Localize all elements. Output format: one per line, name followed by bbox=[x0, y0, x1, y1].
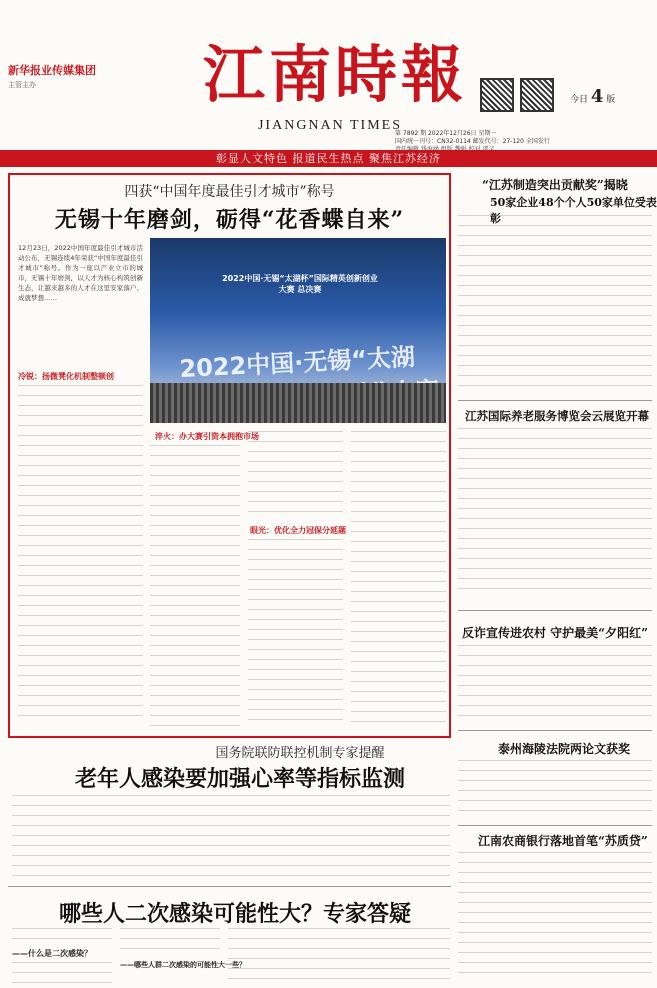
right-b1-body bbox=[458, 760, 652, 820]
slogan-bar: 彰显人文特色 报道民生热点 聚焦江苏经济 bbox=[0, 150, 657, 167]
right-mid-body bbox=[458, 428, 652, 598]
section2-body bbox=[12, 795, 450, 880]
issue-info bbox=[570, 86, 615, 107]
section3-headline[interactable]: 哪些人二次感染可能性大？专家答疑 bbox=[58, 901, 411, 927]
lead-subhead-1: 冷锐：扬微凳化机制整顿创 bbox=[18, 372, 114, 381]
section3-body-a bbox=[12, 928, 112, 943]
issue-pages: 4 bbox=[590, 86, 604, 107]
divider bbox=[8, 886, 451, 887]
newspaper-title: 江南時報 bbox=[202, 38, 467, 111]
lead-story bbox=[8, 173, 451, 738]
qr-code-icon bbox=[520, 78, 554, 112]
divider bbox=[458, 825, 652, 826]
right-top-body bbox=[458, 215, 652, 395]
divider bbox=[458, 400, 652, 401]
publisher-name: 新华报业传媒集团 bbox=[8, 64, 96, 77]
photo-stage-text: 2022中国·无锡“太湖杯”国际精英创新创业大赛 总决赛 bbox=[222, 274, 378, 294]
lead-body-col1 bbox=[18, 385, 143, 725]
divider bbox=[458, 610, 652, 611]
right-mid-headline[interactable]: 江苏国际养老服务博览会云展览开幕 bbox=[465, 409, 649, 423]
lead-subhead-2: 淬火：办大赛引资本拥抱市场 bbox=[155, 432, 259, 441]
meta-registration: 国内统一刊号：CN32-0114 邮发代号：27-120 全国发行 bbox=[395, 138, 550, 145]
issue-label: 今日 bbox=[570, 95, 589, 105]
lead-intro: 12月23日，2022中国年度最佳引才城市活动公布，无锡连续4年荣获“中国年度最佳引才城市”称号。作为一座以产业立市的城市，无锡十年磨剑，以人才为核心构筑创新生态，让越来越多的人才在这里安家落户、成就梦想…… bbox=[18, 244, 143, 302]
divider bbox=[458, 730, 652, 731]
section2-headline[interactable]: 老年人感染要加强心率等指标监测 bbox=[74, 766, 405, 792]
lead-body-col3b bbox=[248, 539, 343, 729]
right-low-body bbox=[458, 645, 652, 725]
publisher-sub: 主管主办 bbox=[8, 81, 36, 89]
lead-body-col4 bbox=[351, 431, 446, 729]
lead-body-col2 bbox=[150, 445, 240, 730]
publisher-logo bbox=[8, 62, 128, 122]
lead-headline[interactable]: 无锡十年磨剑，砺得“花香蝶自来” bbox=[54, 207, 405, 233]
right-top-kicker: “江苏制造突出贡献奖”揭晓 bbox=[482, 178, 628, 192]
lead-photo bbox=[150, 238, 446, 423]
meta-date: 第 7892 期 2022年12月26日 星期一 bbox=[395, 130, 497, 137]
lead-subhead-3: 眼光：优化全力冠保分延题 bbox=[250, 526, 346, 535]
section3-sub1: ——什么是二次感染？ bbox=[12, 949, 92, 958]
photo-crowd bbox=[150, 383, 446, 423]
right-top-headline[interactable]: 50家企业48个个人50家单位受表彰 bbox=[490, 196, 657, 225]
right-b2-headline[interactable]: 江南农商银行落地首笔“苏质贷” bbox=[478, 834, 648, 848]
section3-body-d bbox=[228, 928, 450, 984]
newspaper-title-en: JIANGNAN TIMES bbox=[257, 118, 403, 133]
qr-code-icon bbox=[480, 78, 514, 112]
section2-kicker: 国务院联防联控机制专家提醒 bbox=[215, 746, 385, 761]
section3-body-c bbox=[120, 928, 220, 958]
right-b2-body bbox=[458, 852, 652, 982]
photo-banner-text: 2022中国·无锡“太湖杯”国际精英创新创业大赛 bbox=[178, 342, 416, 384]
lead-kicker: 四获“中国年度最佳引才城市”称号 bbox=[124, 184, 335, 200]
section3-sub2: ——哪些人群二次感染的可能性大一些？ bbox=[120, 961, 246, 969]
lead-body-col3a bbox=[248, 431, 343, 521]
right-low-headline[interactable]: 反诈宣传进农村 守护最美“夕阳红” bbox=[462, 626, 648, 640]
section3-body-b bbox=[12, 962, 112, 984]
right-b1-headline[interactable]: 泰州海陵法院两论文获奖 bbox=[498, 742, 631, 756]
issue-unit: 版 bbox=[606, 95, 616, 105]
